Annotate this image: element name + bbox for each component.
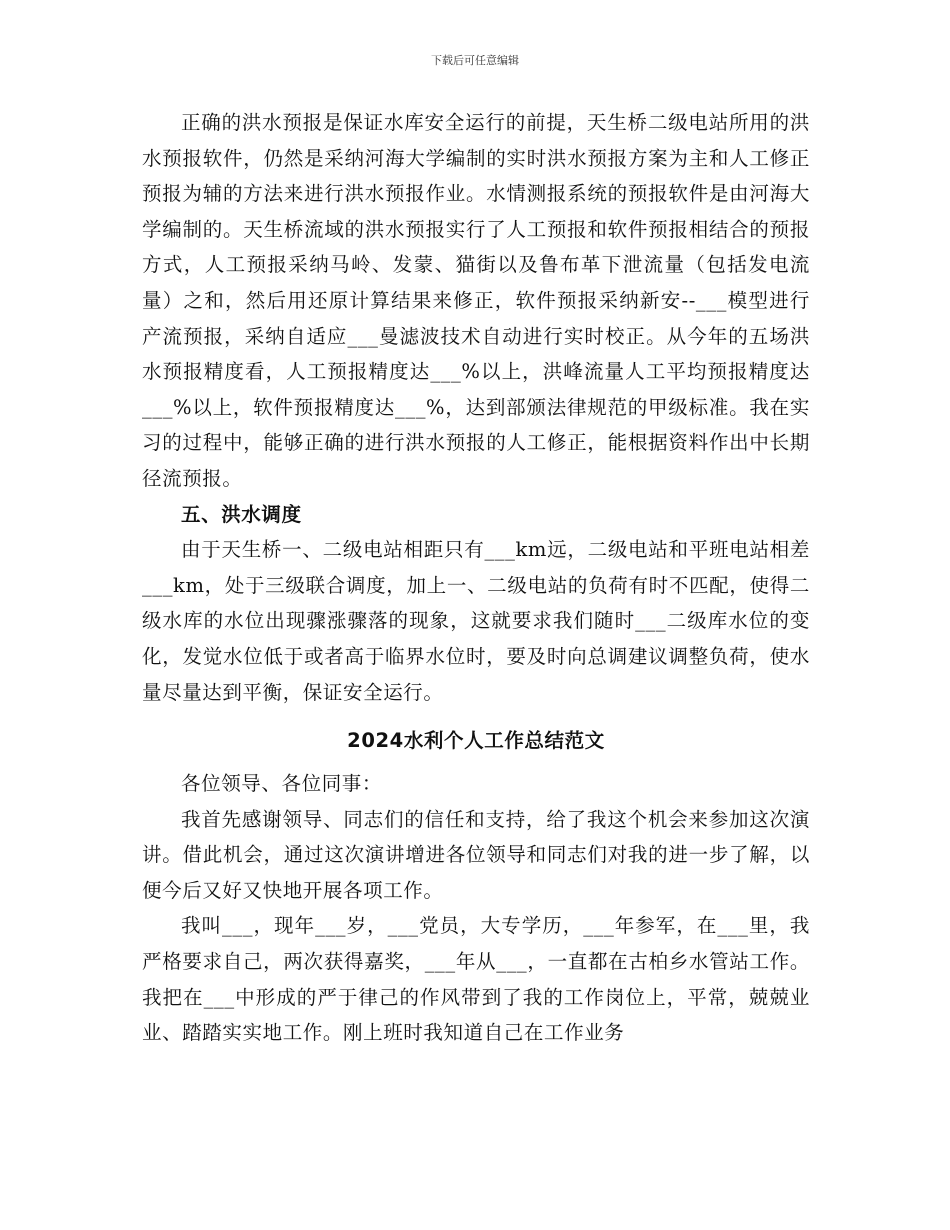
greeting-line: 各位领导、各位同事： [181,772,383,796]
paragraph-thanks: 我首先感谢领导、同志们的信任和支持，给了我这个机会来参加这次演讲。借此机会，通过这次演讲增进各位领导和同志们对我的进一步了解，以便今后又好又快地开展各项工作。 [142,807,810,902]
section-heading-flood-dispatch: 五、洪水调度 [181,502,302,526]
page-header: 下载后可任意编辑 [431,54,519,67]
paragraph-flood-dispatch: 由于天生桥一、二级电站相距只有___km远，二级电站和平班电站相差___km，处于三级联合调度，加上一、二级电站的负荷有时不匹配，使得二级水库的水位出现骤涨骤落的现象，这就要求我们随时___二级库水位的变化，发觉水位低于或者高于临界水位时，要及时向总调建议调整负荷，使水量尽量达到平衡，保证安全运行。 [142,538,810,704]
paragraph-flood-forecast: 正确的洪水预报是保证水库安全运行的前提，天生桥二级电站所用的洪水预报软件，仍然是采纳河海大学编制的实时洪水预报方案为主和人工修正预报为辅的方法来进行洪水预报作业。水情测报系统的预报软件是由河海大学编制的。天生桥流域的洪水预报实行了人工预报和软件预报相结合的预报方式，人工预报采纳马岭、发蒙、猫街以及鲁布革下泄流量（包括发电流量）之和，然后用还原计算结果来修正，软件预报采纳新安--___模型进行产流预报，采纳自适应___曼滤波技术自动进行实时校正。从今年的五场洪水预报精度看，人工预报精度达___%以上，洪峰流量人工平均预报精度达___%以上，软件预报精度达___%，达到部颁法律规范的甲级标准。我在实习的过程中，能够正确的进行洪水预报的人工修正，能根据资料作出中长期径流预报。 [142,111,810,490]
paragraph-self-introduction: 我叫___，现年___岁，___党员，大专学历，___年参军，在___里，我严格要求自己，两次获得嘉奖，___年从___，一直都在古柏乡水管站工作。我把在___中形成的严于律己的作风带到了我的工作岗位上，平常，兢兢业业、踏踏实实地工作。刚上班时我知道自己在工作业务 [142,914,810,1045]
document-body [142,105,810,1051]
document-title: 2024水利个人工作总结范文 [347,729,605,753]
